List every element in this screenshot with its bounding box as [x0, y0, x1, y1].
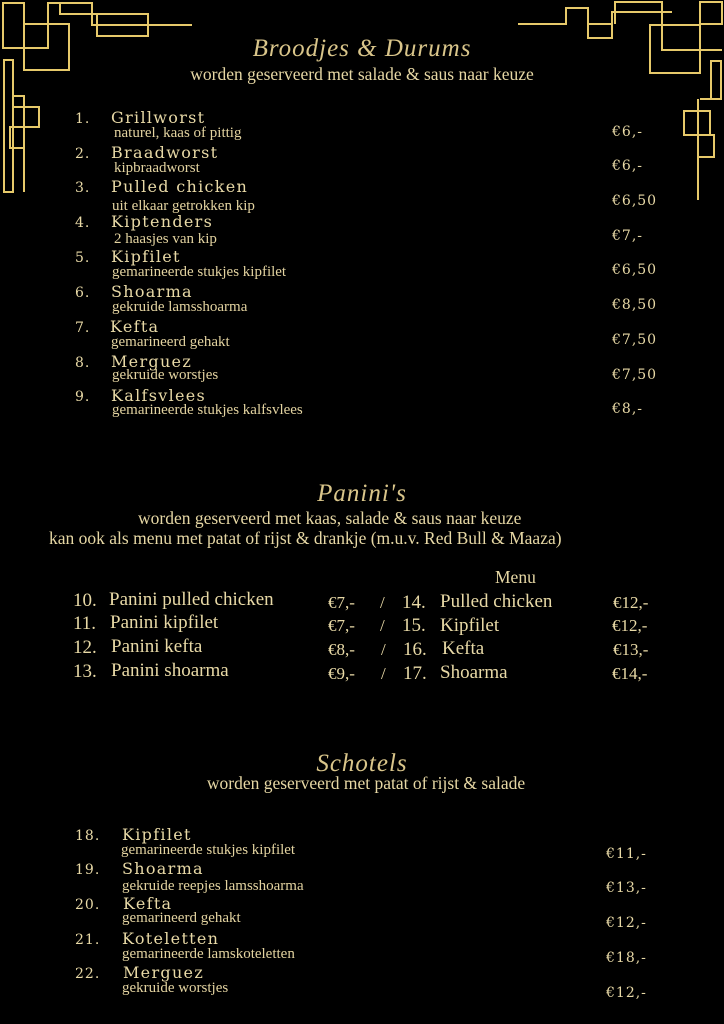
item-name: Kefta [123, 894, 173, 913]
item-number: 10. [73, 590, 97, 611]
section-title-schotels: Schotels [316, 750, 408, 777]
item-description: uit elkaar getrokken kip [112, 198, 255, 214]
item-number: 12. [73, 637, 97, 658]
item-price: €12,- [606, 915, 647, 931]
section-title-broodjes: Broodjes & Durums [252, 35, 472, 62]
item-name: Braadworst [111, 143, 219, 162]
item-description: gemarineerde lamskoteletten [122, 946, 295, 962]
menu-item-name: Shoarma [440, 662, 508, 683]
item-name: Panini pulled chicken [109, 589, 274, 610]
item-name: Panini kefta [111, 636, 203, 657]
item-number: 18. [75, 828, 101, 844]
item-number: 21. [75, 932, 101, 948]
item-description: gemarineerd gehakt [111, 334, 230, 350]
menu-item-name: Pulled chicken [440, 591, 553, 612]
menu-item-price: €14,- [612, 664, 648, 683]
menu-item-number: 17. [403, 663, 427, 684]
item-price: €7,- [328, 593, 355, 612]
menu-item-price: €13,- [613, 640, 649, 659]
item-price: €6,- [612, 124, 643, 140]
item-price: €7,50 [612, 332, 658, 348]
item-price: €7,50 [612, 367, 658, 383]
item-name: Merguez [111, 352, 193, 371]
item-number: 1. [75, 111, 91, 127]
item-number: 22. [75, 966, 101, 982]
item-name: Panini shoarma [111, 660, 229, 681]
item-number: 6. [75, 285, 91, 301]
separator: / [381, 664, 386, 683]
item-description: gemarineerde stukjes kipfilet [121, 842, 296, 858]
menu-item-name: Kipfilet [440, 615, 500, 636]
item-price: €8,50 [612, 297, 658, 313]
section-subtitle-paninis: worden geserveerd met kaas, salade & saus naar keuze [138, 508, 522, 528]
item-description: gemarineerd gehakt [122, 910, 241, 926]
item-name: Kefta [110, 317, 160, 336]
item-number: 2. [75, 146, 91, 162]
item-number: 8. [75, 355, 91, 371]
section-subtitle-schotels: worden geserveerd met patat of rijst & salade [206, 773, 526, 793]
section-note-paninis-menu: kan ook als menu met patat of rijst & drankje (m.u.v. Red Bull & Maaza) [49, 528, 562, 548]
item-number: 9. [75, 389, 91, 405]
item-number: 4. [75, 215, 91, 231]
item-description: gekruide reepjes lamsshoarma [122, 878, 304, 894]
item-name: Koteletten [122, 929, 220, 948]
item-price: €6,50 [612, 193, 658, 209]
item-number: 13. [73, 661, 97, 682]
item-description: gekruide worstjes [122, 980, 229, 996]
item-number: 19. [75, 862, 101, 878]
item-price: €12,- [606, 985, 647, 1001]
item-price: €7,- [328, 616, 355, 635]
item-name: Kipfilet [122, 825, 192, 844]
item-description: gemarineerde stukjes kipfilet [112, 264, 287, 280]
item-name: Kalfsvlees [111, 386, 207, 405]
item-name: Kipfilet [111, 247, 181, 266]
item-name: Pulled chicken [111, 177, 249, 196]
menu-item-name: Kefta [442, 638, 485, 659]
separator: / [380, 593, 385, 612]
item-price: €18,- [606, 950, 647, 966]
item-number: 3. [75, 180, 91, 196]
menu-item-number: 14. [402, 592, 426, 613]
section-title-paninis: Panini's [317, 480, 407, 507]
item-description: kipbraadworst [114, 160, 200, 176]
item-name: Panini kipfilet [110, 612, 219, 633]
item-number: 11. [73, 613, 97, 634]
menu-item-price: €12,- [613, 593, 649, 612]
item-number: 20. [75, 897, 101, 913]
item-name: Shoarma [122, 859, 204, 878]
item-price: €7,- [612, 228, 643, 244]
menu-column-header: Menu [495, 567, 536, 587]
separator: / [380, 616, 385, 635]
item-name: Kiptenders [111, 212, 214, 231]
item-name: Grillworst [111, 108, 206, 127]
item-description: 2 haasjes van kip [114, 231, 217, 247]
item-description: gemarineerde stukjes kalfsvlees [112, 402, 303, 418]
item-number: 5. [75, 250, 91, 266]
item-price: €6,- [612, 158, 643, 174]
menu-item-number: 15. [402, 615, 426, 636]
item-name: Merguez [123, 963, 205, 982]
item-price: €13,- [606, 880, 647, 896]
item-name: Shoarma [111, 282, 193, 301]
item-price: €6,50 [612, 262, 658, 278]
item-price: €11,- [606, 846, 647, 862]
menu-item-number: 16. [403, 639, 427, 660]
item-description: naturel, kaas of pittig [114, 125, 242, 141]
item-price: €8,- [612, 401, 643, 417]
item-price: €9,- [328, 664, 355, 683]
item-number: 7. [75, 320, 91, 336]
item-description: gekruide worstjes [112, 367, 219, 383]
item-price: €8,- [328, 640, 355, 659]
item-description: gekruide lamsshoarma [112, 299, 248, 315]
menu-item-price: €12,- [612, 616, 648, 635]
separator: / [381, 640, 386, 659]
section-subtitle-broodjes: worden geserveerd met salade & saus naar keuze [190, 64, 534, 84]
